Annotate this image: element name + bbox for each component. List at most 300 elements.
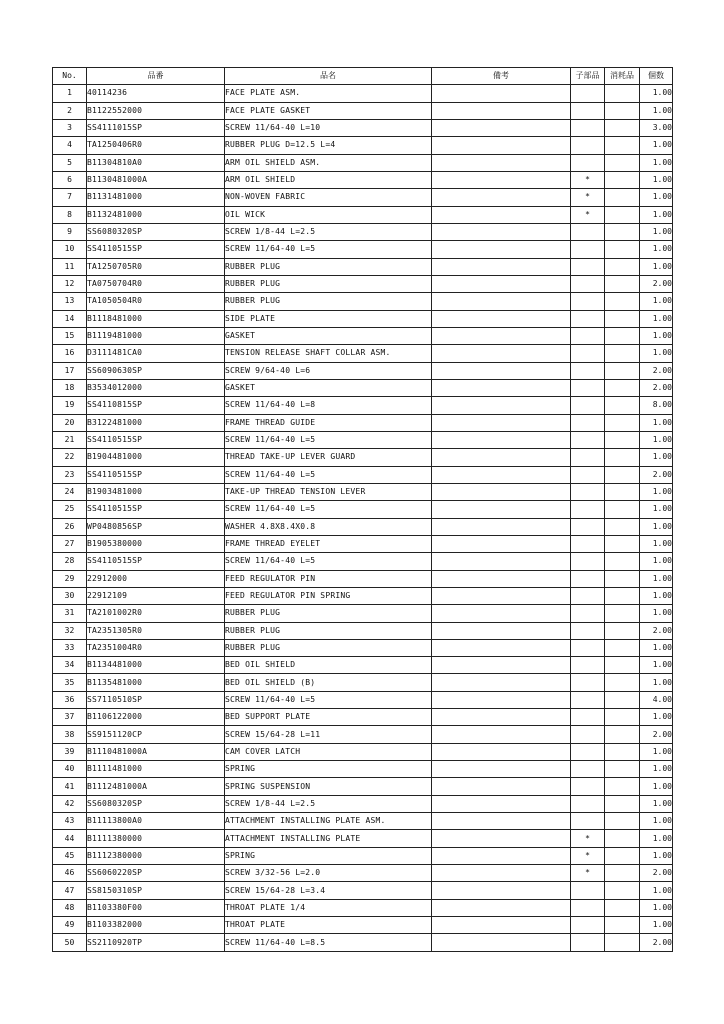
remarks-cell — [432, 483, 571, 500]
table-row — [53, 778, 673, 795]
quantity: 1.00 — [640, 414, 673, 431]
consumable-mark — [605, 362, 640, 379]
table-row — [53, 431, 673, 448]
quantity: 1.00 — [640, 241, 673, 258]
row-number: 46 — [53, 865, 87, 882]
part-number: B1131481000 — [87, 189, 225, 206]
consumable-mark — [605, 258, 640, 275]
sub-part-mark — [571, 466, 605, 483]
row-number: 38 — [53, 726, 87, 743]
part-name: ARM OIL SHIELD — [225, 171, 432, 188]
table-row — [53, 119, 673, 136]
part-number: SS6060220SP — [87, 865, 225, 882]
sub-part-mark — [571, 293, 605, 310]
consumable-mark — [605, 847, 640, 864]
part-name: FRAME THREAD EYELET — [225, 535, 432, 552]
sub-part-mark — [571, 795, 605, 812]
part-name: FRAME THREAD GUIDE — [225, 414, 432, 431]
part-number: 22912109 — [87, 587, 225, 604]
consumable-mark — [605, 206, 640, 223]
consumable-mark — [605, 466, 640, 483]
row-number: 45 — [53, 847, 87, 864]
remarks-cell — [432, 813, 571, 830]
remarks-cell — [432, 258, 571, 275]
quantity: 1.00 — [640, 709, 673, 726]
consumable-mark — [605, 882, 640, 899]
sub-part-mark — [571, 570, 605, 587]
remarks-cell — [432, 431, 571, 448]
table-row — [53, 258, 673, 275]
table-row — [53, 275, 673, 292]
table-row — [53, 137, 673, 154]
quantity: 1.00 — [640, 327, 673, 344]
remarks-cell — [432, 657, 571, 674]
remarks-cell — [432, 518, 571, 535]
remarks-cell — [432, 310, 571, 327]
part-name: CAM COVER LATCH — [225, 743, 432, 760]
remarks-cell — [432, 778, 571, 795]
sub-part-mark — [571, 223, 605, 240]
sub-part-mark — [571, 899, 605, 916]
remarks-cell — [432, 501, 571, 518]
quantity: 1.00 — [640, 743, 673, 760]
table-row — [53, 501, 673, 518]
quantity: 1.00 — [640, 223, 673, 240]
remarks-cell — [432, 466, 571, 483]
part-number: B1132481000 — [87, 206, 225, 223]
parts-table — [52, 67, 673, 952]
row-number: 3 — [53, 119, 87, 136]
table-row — [53, 674, 673, 691]
row-number: 13 — [53, 293, 87, 310]
quantity: 1.00 — [640, 449, 673, 466]
sub-part-mark — [571, 761, 605, 778]
part-name: BED OIL SHIELD — [225, 657, 432, 674]
table-row — [53, 85, 673, 102]
part-name: SCREW 1/8-44 L=2.5 — [225, 795, 432, 812]
part-name: SIDE PLATE — [225, 310, 432, 327]
consumable-mark — [605, 795, 640, 812]
part-name: RUBBER PLUG — [225, 605, 432, 622]
header-qty: 個数 — [640, 68, 673, 85]
quantity: 4.00 — [640, 691, 673, 708]
consumable-mark — [605, 899, 640, 916]
remarks-cell — [432, 379, 571, 396]
sub-part-mark — [571, 327, 605, 344]
table-row — [53, 327, 673, 344]
quantity: 1.00 — [640, 674, 673, 691]
table-row — [53, 587, 673, 604]
consumable-mark — [605, 535, 640, 552]
table-row — [53, 223, 673, 240]
part-name: BED SUPPORT PLATE — [225, 709, 432, 726]
quantity: 1.00 — [640, 899, 673, 916]
quantity: 3.00 — [640, 119, 673, 136]
sub-part-mark: * — [571, 206, 605, 223]
remarks-cell — [432, 830, 571, 847]
consumable-mark — [605, 85, 640, 102]
table-row — [53, 449, 673, 466]
part-name: NON-WOVEN FABRIC — [225, 189, 432, 206]
sub-part-mark: * — [571, 830, 605, 847]
remarks-cell — [432, 674, 571, 691]
part-name: SCREW 15/64-28 L=3.4 — [225, 882, 432, 899]
row-number: 30 — [53, 587, 87, 604]
part-number: B1103380F00 — [87, 899, 225, 916]
remarks-cell — [432, 709, 571, 726]
quantity: 1.00 — [640, 518, 673, 535]
table-row — [53, 553, 673, 570]
sub-part-mark — [571, 119, 605, 136]
consumable-mark — [605, 310, 640, 327]
quantity: 2.00 — [640, 934, 673, 951]
consumable-mark — [605, 813, 640, 830]
part-number: WP0480856SP — [87, 518, 225, 535]
row-number: 42 — [53, 795, 87, 812]
consumable-mark — [605, 449, 640, 466]
consumable-mark — [605, 293, 640, 310]
part-number: TA2101002R0 — [87, 605, 225, 622]
part-name: THROAT PLATE 1/4 — [225, 899, 432, 916]
part-number: SS8150310SP — [87, 882, 225, 899]
part-number: B1134481000 — [87, 657, 225, 674]
part-name: GASKET — [225, 379, 432, 396]
part-number: B1904481000 — [87, 449, 225, 466]
quantity: 1.00 — [640, 206, 673, 223]
quantity: 8.00 — [640, 397, 673, 414]
table-row — [53, 293, 673, 310]
part-name: SCREW 11/64-40 L=8.5 — [225, 934, 432, 951]
sub-part-mark — [571, 85, 605, 102]
part-number: SS6080320SP — [87, 223, 225, 240]
table-row — [53, 830, 673, 847]
table-row — [53, 171, 673, 188]
quantity: 2.00 — [640, 726, 673, 743]
consumable-mark — [605, 397, 640, 414]
quantity: 1.00 — [640, 310, 673, 327]
remarks-cell — [432, 327, 571, 344]
sub-part-mark — [571, 345, 605, 362]
part-name: RUBBER PLUG D=12.5 L=4 — [225, 137, 432, 154]
consumable-mark — [605, 379, 640, 396]
sub-part-mark — [571, 934, 605, 951]
quantity: 1.00 — [640, 917, 673, 934]
part-name: SCREW 3/32-56 L=2.0 — [225, 865, 432, 882]
remarks-cell — [432, 241, 571, 258]
remarks-cell — [432, 691, 571, 708]
consumable-mark — [605, 709, 640, 726]
sub-part-mark — [571, 657, 605, 674]
remarks-cell — [432, 397, 571, 414]
sub-part-mark — [571, 362, 605, 379]
row-number: 28 — [53, 553, 87, 570]
part-number: SS4110515SP — [87, 241, 225, 258]
part-number: B1130481000A — [87, 171, 225, 188]
row-number: 22 — [53, 449, 87, 466]
consumable-mark — [605, 345, 640, 362]
sub-part-mark — [571, 709, 605, 726]
row-number: 47 — [53, 882, 87, 899]
part-number: B1135481000 — [87, 674, 225, 691]
part-name: SCREW 11/64-40 L=5 — [225, 241, 432, 258]
part-number: B3534012000 — [87, 379, 225, 396]
quantity: 1.00 — [640, 639, 673, 656]
row-number: 1 — [53, 85, 87, 102]
header-no: No. — [53, 68, 87, 85]
quantity: 1.00 — [640, 553, 673, 570]
remarks-cell — [432, 535, 571, 552]
part-name: TENSION RELEASE SHAFT COLLAR ASM. — [225, 345, 432, 362]
quantity: 2.00 — [640, 379, 673, 396]
row-number: 41 — [53, 778, 87, 795]
sub-part-mark — [571, 587, 605, 604]
quantity: 1.00 — [640, 535, 673, 552]
quantity: 1.00 — [640, 761, 673, 778]
consumable-mark — [605, 674, 640, 691]
part-name: ATTACHMENT INSTALLING PLATE ASM. — [225, 813, 432, 830]
quantity: 1.00 — [640, 778, 673, 795]
row-number: 44 — [53, 830, 87, 847]
part-name: SPRING — [225, 847, 432, 864]
sub-part-mark — [571, 639, 605, 656]
quantity: 1.00 — [640, 102, 673, 119]
part-number: B1111380000 — [87, 830, 225, 847]
table-row — [53, 483, 673, 500]
part-number: B11304810A0 — [87, 154, 225, 171]
sub-part-mark — [571, 674, 605, 691]
table-row — [53, 379, 673, 396]
part-number: 22912000 — [87, 570, 225, 587]
part-name: RUBBER PLUG — [225, 258, 432, 275]
part-number: B11113800A0 — [87, 813, 225, 830]
part-name: SCREW 11/64-40 L=8 — [225, 397, 432, 414]
table-row — [53, 899, 673, 916]
part-name: SCREW 11/64-40 L=5 — [225, 501, 432, 518]
sub-part-mark — [571, 414, 605, 431]
remarks-cell — [432, 449, 571, 466]
sub-part-mark — [571, 154, 605, 171]
header-row — [53, 68, 673, 85]
part-name: SCREW 11/64-40 L=10 — [225, 119, 432, 136]
part-number: B1111481000 — [87, 761, 225, 778]
quantity: 1.00 — [640, 587, 673, 604]
row-number: 12 — [53, 275, 87, 292]
part-number: B1905380000 — [87, 535, 225, 552]
remarks-cell — [432, 102, 571, 119]
quantity: 1.00 — [640, 847, 673, 864]
part-name: SCREW 11/64-40 L=5 — [225, 466, 432, 483]
row-number: 37 — [53, 709, 87, 726]
quantity: 1.00 — [640, 85, 673, 102]
part-number: B1106122000 — [87, 709, 225, 726]
quantity: 2.00 — [640, 622, 673, 639]
table-row — [53, 622, 673, 639]
header-part-no: 品番 — [87, 68, 225, 85]
table-row — [53, 570, 673, 587]
quantity: 1.00 — [640, 137, 673, 154]
table-row — [53, 206, 673, 223]
part-name: ATTACHMENT INSTALLING PLATE — [225, 830, 432, 847]
sub-part-mark — [571, 743, 605, 760]
part-name: RUBBER PLUG — [225, 275, 432, 292]
consumable-mark — [605, 327, 640, 344]
row-number: 27 — [53, 535, 87, 552]
row-number: 5 — [53, 154, 87, 171]
consumable-mark — [605, 865, 640, 882]
remarks-cell — [432, 917, 571, 934]
part-number: TA1250705R0 — [87, 258, 225, 275]
row-number: 19 — [53, 397, 87, 414]
row-number: 16 — [53, 345, 87, 362]
consumable-mark — [605, 622, 640, 639]
remarks-cell — [432, 882, 571, 899]
quantity: 1.00 — [640, 657, 673, 674]
table-row — [53, 865, 673, 882]
row-number: 29 — [53, 570, 87, 587]
consumable-mark — [605, 830, 640, 847]
row-number: 11 — [53, 258, 87, 275]
header-sub-part: 子部品 — [571, 68, 605, 85]
part-name: RUBBER PLUG — [225, 622, 432, 639]
row-number: 10 — [53, 241, 87, 258]
quantity: 1.00 — [640, 258, 673, 275]
consumable-mark — [605, 639, 640, 656]
consumable-mark — [605, 223, 640, 240]
part-number: B1103382000 — [87, 917, 225, 934]
sub-part-mark — [571, 813, 605, 830]
remarks-cell — [432, 414, 571, 431]
table-row — [53, 414, 673, 431]
consumable-mark — [605, 761, 640, 778]
consumable-mark — [605, 119, 640, 136]
header-name: 品名 — [225, 68, 432, 85]
part-number: SS4110515SP — [87, 466, 225, 483]
part-number: B1122552000 — [87, 102, 225, 119]
row-number: 40 — [53, 761, 87, 778]
remarks-cell — [432, 362, 571, 379]
consumable-mark — [605, 154, 640, 171]
quantity: 1.00 — [640, 189, 673, 206]
remarks-cell — [432, 137, 571, 154]
row-number: 32 — [53, 622, 87, 639]
row-number: 2 — [53, 102, 87, 119]
sub-part-mark — [571, 882, 605, 899]
quantity: 1.00 — [640, 293, 673, 310]
remarks-cell — [432, 206, 571, 223]
table-row — [53, 310, 673, 327]
table-row — [53, 466, 673, 483]
consumable-mark — [605, 414, 640, 431]
part-number: 40114236 — [87, 85, 225, 102]
row-number: 36 — [53, 691, 87, 708]
sub-part-mark — [571, 102, 605, 119]
consumable-mark — [605, 605, 640, 622]
sub-part-mark — [571, 258, 605, 275]
quantity: 1.00 — [640, 570, 673, 587]
part-name: SCREW 11/64-40 L=5 — [225, 431, 432, 448]
table-row — [53, 639, 673, 656]
quantity: 2.00 — [640, 466, 673, 483]
row-number: 49 — [53, 917, 87, 934]
part-name: THROAT PLATE — [225, 917, 432, 934]
row-number: 9 — [53, 223, 87, 240]
part-name: GASKET — [225, 327, 432, 344]
sub-part-mark — [571, 726, 605, 743]
consumable-mark — [605, 726, 640, 743]
remarks-cell — [432, 275, 571, 292]
consumable-mark — [605, 518, 640, 535]
quantity: 1.00 — [640, 431, 673, 448]
remarks-cell — [432, 605, 571, 622]
sub-part-mark — [571, 605, 605, 622]
part-name: OIL WICK — [225, 206, 432, 223]
part-number: B1903481000 — [87, 483, 225, 500]
consumable-mark — [605, 778, 640, 795]
quantity: 1.00 — [640, 813, 673, 830]
remarks-cell — [432, 85, 571, 102]
consumable-mark — [605, 917, 640, 934]
consumable-mark — [605, 553, 640, 570]
part-number: SS4110515SP — [87, 501, 225, 518]
part-name: RUBBER PLUG — [225, 639, 432, 656]
quantity: 1.00 — [640, 345, 673, 362]
part-number: B1112481000A — [87, 778, 225, 795]
part-name: SPRING SUSPENSION — [225, 778, 432, 795]
row-number: 8 — [53, 206, 87, 223]
row-number: 34 — [53, 657, 87, 674]
row-number: 18 — [53, 379, 87, 396]
table-row — [53, 761, 673, 778]
part-number: B1119481000 — [87, 327, 225, 344]
quantity: 2.00 — [640, 362, 673, 379]
quantity: 1.00 — [640, 605, 673, 622]
table-row — [53, 743, 673, 760]
remarks-cell — [432, 726, 571, 743]
quantity: 2.00 — [640, 865, 673, 882]
part-number: SS4110815SP — [87, 397, 225, 414]
sub-part-mark — [571, 691, 605, 708]
part-name: SCREW 11/64-40 L=5 — [225, 553, 432, 570]
quantity: 1.00 — [640, 501, 673, 518]
row-number: 4 — [53, 137, 87, 154]
sub-part-mark — [571, 622, 605, 639]
remarks-cell — [432, 587, 571, 604]
consumable-mark — [605, 934, 640, 951]
row-number: 43 — [53, 813, 87, 830]
row-number: 48 — [53, 899, 87, 916]
table-row — [53, 847, 673, 864]
part-number: SS4110515SP — [87, 553, 225, 570]
sub-part-mark: * — [571, 865, 605, 882]
table-row — [53, 102, 673, 119]
remarks-cell — [432, 899, 571, 916]
table-row — [53, 605, 673, 622]
sub-part-mark — [571, 553, 605, 570]
remarks-cell — [432, 795, 571, 812]
part-name: FACE PLATE ASM. — [225, 85, 432, 102]
consumable-mark — [605, 501, 640, 518]
remarks-cell — [432, 345, 571, 362]
row-number: 15 — [53, 327, 87, 344]
table-row — [53, 657, 673, 674]
table-row — [53, 241, 673, 258]
part-number: TA1050504R0 — [87, 293, 225, 310]
part-number: B1112380000 — [87, 847, 225, 864]
sub-part-mark — [571, 449, 605, 466]
part-name: THREAD TAKE-UP LEVER GUARD — [225, 449, 432, 466]
part-number: TA2351004R0 — [87, 639, 225, 656]
table-row — [53, 189, 673, 206]
